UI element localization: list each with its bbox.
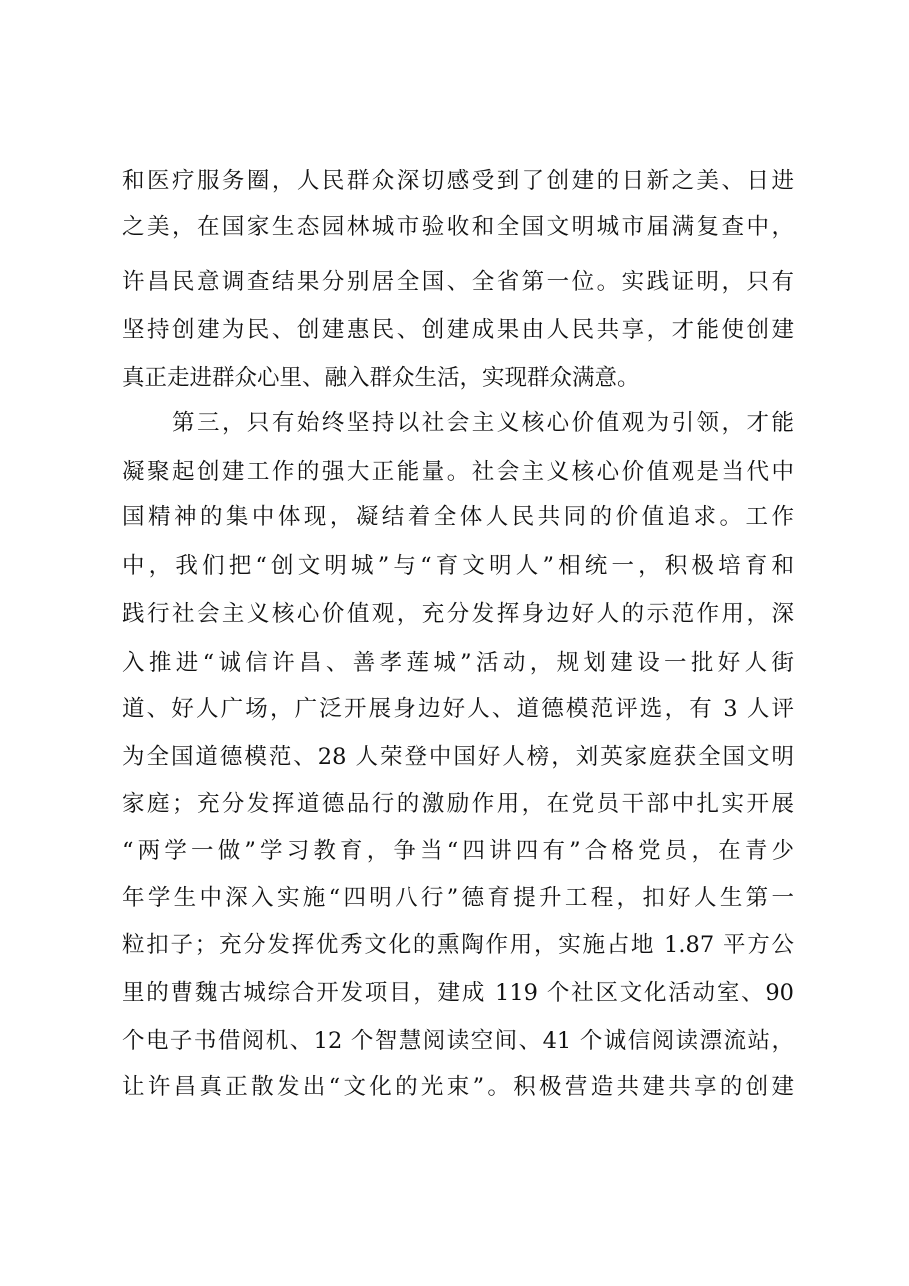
text-line-1: 和医疗服务圈，人民群众深切感受到了创建的日新之美、日进: [122, 168, 794, 194]
text-line-19: 个电子书借阅机、12 个智慧阅读空间、41 个诚信阅读漂流站，: [122, 1028, 794, 1054]
text-line-6: 第三，只有始终坚持以社会主义核心价值观为引领，才能: [172, 410, 794, 436]
text-line-17: 粒扣子；充分发挥优秀文化的熏陶作用，实施占地 1.87 平方公: [122, 932, 794, 958]
text-line-5: 真正走进群众心里、融入群众生活，实现群众满意。: [122, 365, 640, 391]
text-line-8: 国精神的集中体现，凝结着全体人民共同的价值追求。工作: [122, 504, 794, 530]
text-line-16: 年学生中深入实施“四明八行”德育提升工程，扣好人生第一: [122, 885, 794, 911]
text-line-9: 中，我们把“创文明城”与“育文明人”相统一，积极培育和: [122, 553, 794, 579]
text-line-3: 许昌民意调查结果分别居全国、全省第一位。实践证明，只有: [122, 269, 794, 295]
text-line-7: 凝聚起创建工作的强大正能量。社会主义核心价值观是当代中: [122, 459, 794, 485]
text-line-14: 家庭；充分发挥道德品行的激励作用，在党员干部中扎实开展: [122, 791, 794, 817]
text-line-11: 入推进“诚信许昌、善孝莲城”活动，规划建设一批好人街: [122, 650, 794, 676]
text-line-10: 践行社会主义核心价值观，充分发挥身边好人的示范作用，深: [122, 601, 794, 627]
text-line-4: 坚持创建为民、创建惠民、创建成果由人民共享，才能使创建: [122, 317, 794, 343]
text-line-15: “两学一做”学习教育，争当“四讲四有”合格党员，在青少: [122, 838, 794, 864]
text-line-2: 之美，在国家生态园林城市验收和全国文明城市届满复查中，: [122, 214, 794, 240]
text-line-20: 让许昌真正散发出“文化的光束”。积极营造共建共享的创建: [122, 1074, 794, 1100]
text-line-13: 为全国道德模范、28 人荣登中国好人榜，刘英家庭获全国文明: [122, 744, 794, 770]
text-line-12: 道、好人广场，广泛开展身边好人、道德模范评选，有 3 人评: [122, 696, 794, 722]
text-line-18: 里的曹魏古城综合开发项目，建成 119 个社区文化活动室、90: [122, 980, 794, 1006]
